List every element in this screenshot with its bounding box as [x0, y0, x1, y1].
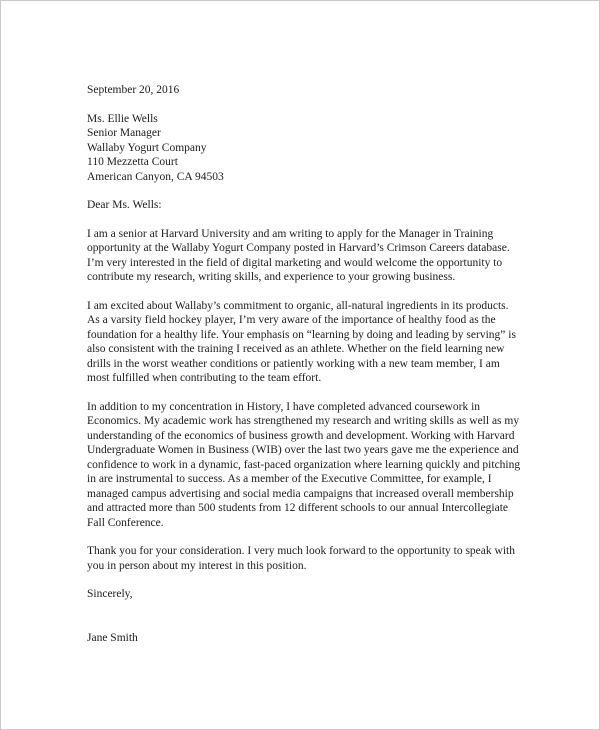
body-paragraph-4: Thank you for your consideration. I very much look forward to the opportunity to speak with you in person about my interest in this position. — [87, 545, 515, 572]
closing: Sincerely, — [87, 588, 133, 600]
letter-date-block — [87, 83, 523, 98]
recipient-street: 110 Mezzetta Court — [87, 156, 178, 168]
body-paragraph-3: In addition to my concentration in History, I have completed advanced coursework in Economics. My academic work has strengthened my research and writing skills as well as my understanding of the economics of business growth and development. Working with Harvard Undergraduate Women in Business (WIB) over the last two years gave me the experience and confidence to work in a dynamic, fast-paced organization where learning quickly and pitching in are instrumental to success. As a member of the Executive Committee, for example, I managed campus advertising and social media campaigns that increased overall membership and attracted more than 500 students from 12 different schools to our annual Intercollegiate Fall Conference. — [87, 400, 521, 529]
body-paragraph-1: I am a senior at Harvard University and am writing to apply for the Manager in Training opportunity at the Wallaby Yogurt Company posted in Harvard’s Crimson Careers database. I’m very interested in the field of digital marketing and would welcome the opportunity to contribute my research, writing skills, and experience to your growing business. — [87, 227, 510, 283]
recipient-title: Senior Manager — [87, 127, 161, 139]
letter-date: September 20, 2016 — [87, 84, 180, 96]
recipient-company: Wallaby Yogurt Company — [87, 141, 207, 154]
salutation: Dear Ms. Wells: — [87, 199, 162, 211]
recipient-city-state-zip: American Canyon, CA 94503 — [87, 170, 224, 183]
signature-name: Jane Smith — [87, 631, 138, 644]
body-paragraph-2: I am excited about Wallaby’s commitment to organic, all-natural ingredients in its products. As a varsity field hockey player, I’m very aware of the importance of healthy food as the foundation for a healthy life. Your emphasis on “learning by doing and leading by serving” is also consistent with the training I received as an athlete. Whether on the field learning new drills in the worst weather conditions or patiently working with a new team member, I am most fulfilled when contributing to the team effort. — [87, 299, 516, 384]
recipient-name: Ms. Ellie Wells — [87, 112, 158, 125]
recipient-address-block — [87, 112, 523, 185]
